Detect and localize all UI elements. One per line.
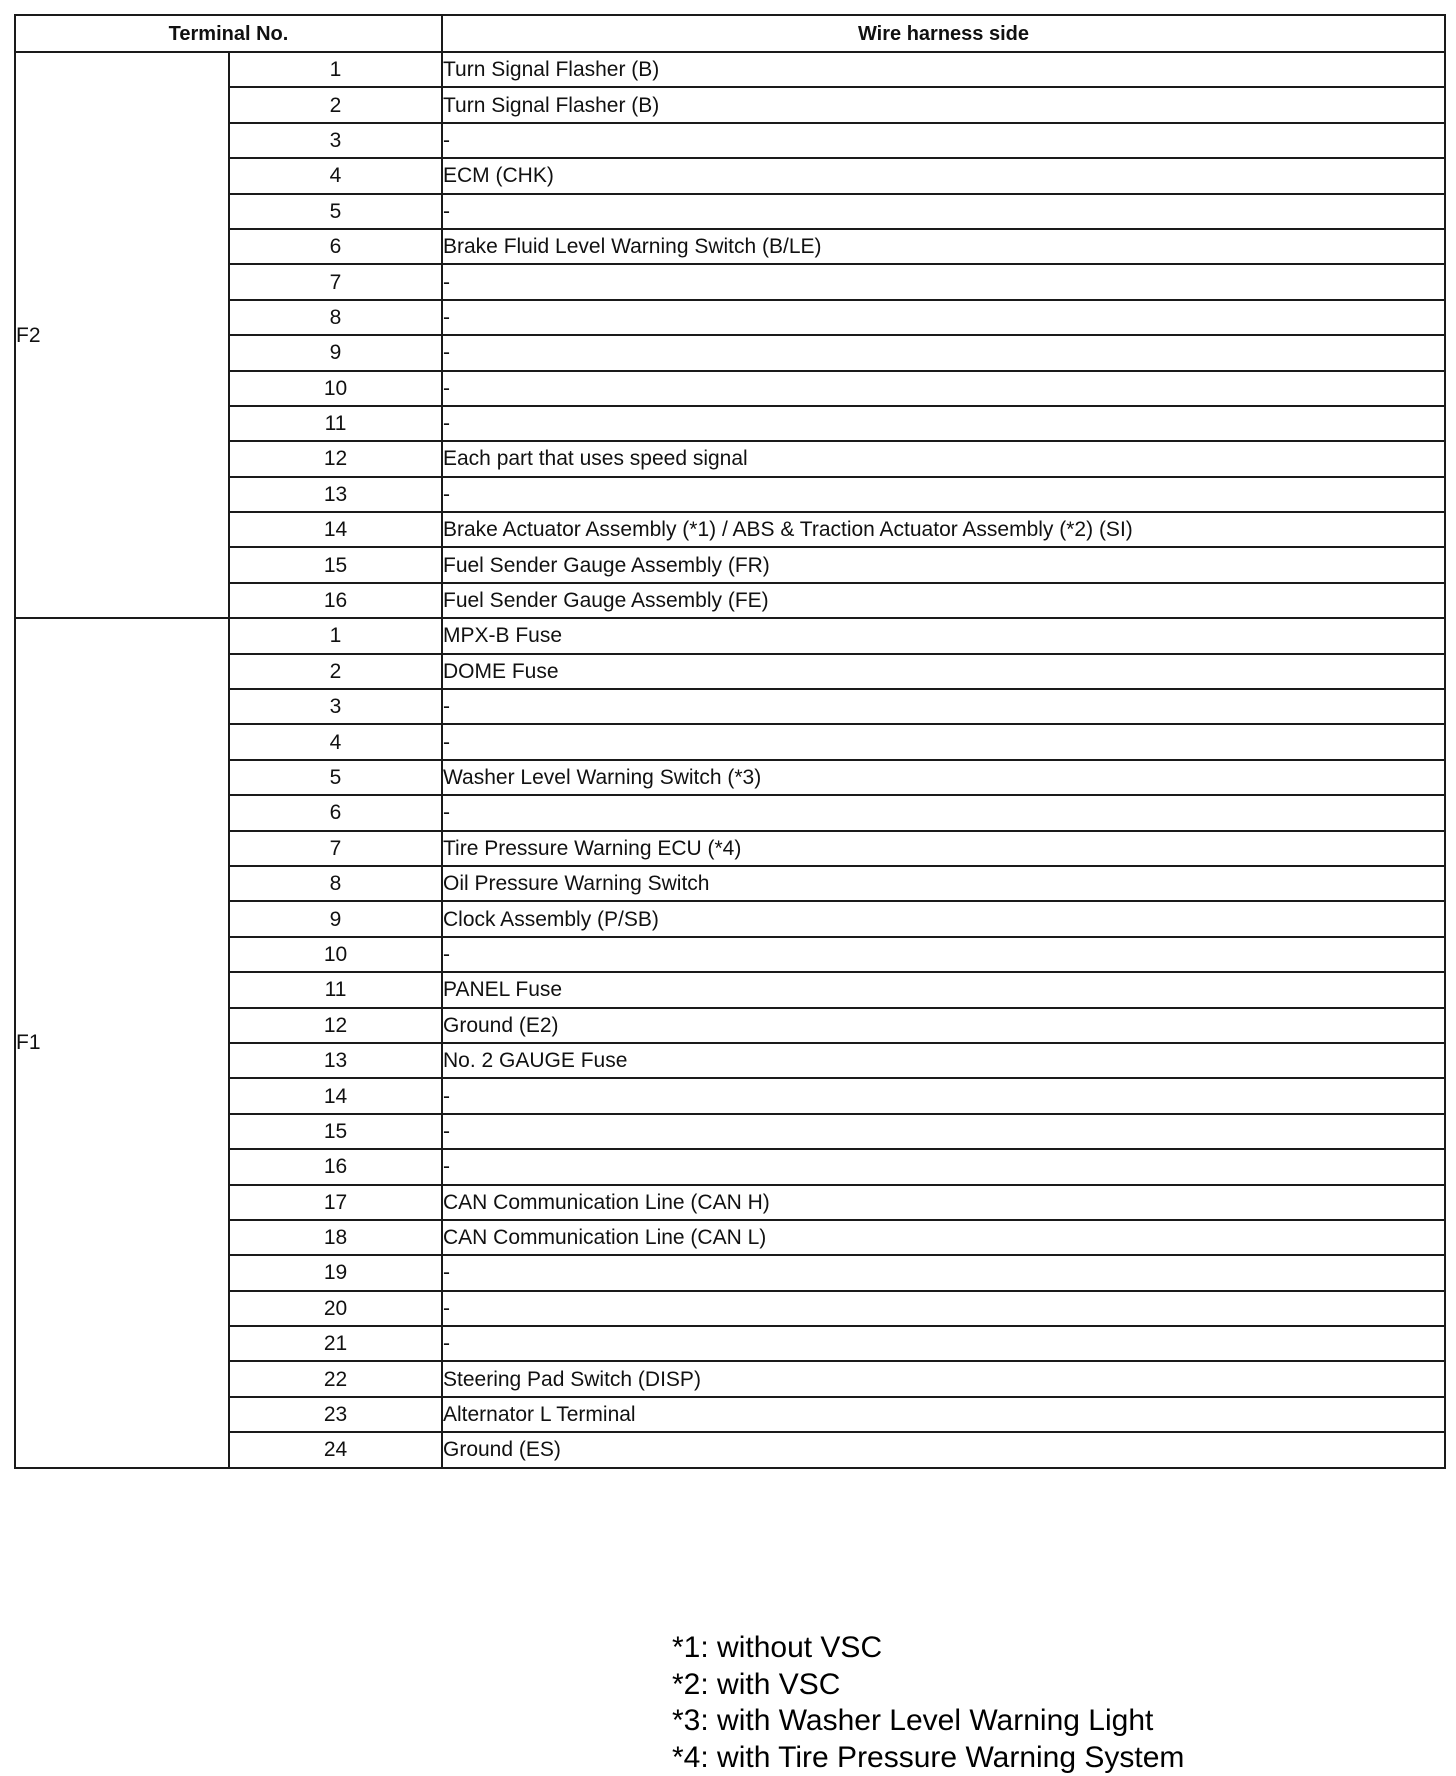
table-row [15, 831, 1445, 866]
terminal-number: 13 [229, 477, 442, 512]
terminal-number: 11 [229, 406, 442, 441]
wire-harness-description: Tire Pressure Warning ECU (*4) [442, 831, 1445, 866]
terminal-number: 18 [229, 1220, 442, 1255]
terminal-number: 15 [229, 1114, 442, 1149]
wire-harness-description: Clock Assembly (P/SB) [442, 901, 1445, 936]
table-row [15, 123, 1445, 158]
terminal-number: 4 [229, 158, 442, 193]
terminal-number: 2 [229, 87, 442, 122]
wire-harness-description: - [442, 123, 1445, 158]
terminal-number: 7 [229, 264, 442, 299]
terminal-number: 15 [229, 547, 442, 582]
footnote-line: *3: with Washer Level Warning Light [672, 1703, 1184, 1740]
wire-harness-description: - [442, 1149, 1445, 1184]
terminal-number: 1 [229, 52, 442, 87]
terminal-number: 9 [229, 335, 442, 370]
terminal-number: 6 [229, 229, 442, 264]
wire-harness-description: - [442, 371, 1445, 406]
table-row [15, 1078, 1445, 1113]
footnote-line: *2: with VSC [672, 1667, 1184, 1704]
terminal-number: 20 [229, 1291, 442, 1326]
wire-harness-description: - [442, 264, 1445, 299]
table-row [15, 1291, 1445, 1326]
table-row [15, 901, 1445, 936]
wire-harness-description: Washer Level Warning Switch (*3) [442, 760, 1445, 795]
wire-harness-description: - [442, 795, 1445, 830]
wire-harness-description: - [442, 1291, 1445, 1326]
table-row [15, 1185, 1445, 1220]
table-row [15, 689, 1445, 724]
wire-harness-description: - [442, 194, 1445, 229]
table-row [15, 1361, 1445, 1396]
terminal-number: 16 [229, 1149, 442, 1184]
table-row [15, 972, 1445, 1007]
terminal-number: 10 [229, 937, 442, 972]
wire-harness-description: ECM (CHK) [442, 158, 1445, 193]
table-row [15, 1220, 1445, 1255]
terminal-number: 14 [229, 512, 442, 547]
table-row [15, 1397, 1445, 1432]
wire-harness-description: - [442, 1078, 1445, 1113]
wire-harness-description: Turn Signal Flasher (B) [442, 87, 1445, 122]
wire-harness-description: - [442, 1114, 1445, 1149]
table-row [15, 264, 1445, 299]
wire-harness-description: Steering Pad Switch (DISP) [442, 1361, 1445, 1396]
terminal-number: 13 [229, 1043, 442, 1078]
terminal-number: 9 [229, 901, 442, 936]
wire-harness-description: - [442, 724, 1445, 759]
table-row [15, 300, 1445, 335]
table-row [15, 1432, 1445, 1467]
terminal-number: 11 [229, 972, 442, 1007]
terminal-number: 6 [229, 795, 442, 830]
wire-harness-description: - [442, 300, 1445, 335]
terminal-number: 23 [229, 1397, 442, 1432]
wire-harness-description: Fuel Sender Gauge Assembly (FR) [442, 547, 1445, 582]
terminal-number: 12 [229, 441, 442, 476]
wire-harness-description: Alternator L Terminal [442, 1397, 1445, 1432]
wire-harness-description: Turn Signal Flasher (B) [442, 52, 1445, 87]
table-row [15, 1114, 1445, 1149]
terminal-table [14, 14, 1446, 1469]
table-row [15, 937, 1445, 972]
terminal-number: 12 [229, 1008, 442, 1043]
wire-harness-description: - [442, 1255, 1445, 1290]
terminal-number: 17 [229, 1185, 442, 1220]
table-row [15, 1043, 1445, 1078]
table-row [15, 654, 1445, 689]
table-row [15, 371, 1445, 406]
wire-harness-description: - [442, 1326, 1445, 1361]
table-row [15, 1008, 1445, 1043]
table-row [15, 229, 1445, 264]
terminal-number: 21 [229, 1326, 442, 1361]
table-header-row [15, 15, 1445, 52]
table-row [15, 406, 1445, 441]
terminal-number: 10 [229, 371, 442, 406]
wire-harness-description: CAN Communication Line (CAN L) [442, 1220, 1445, 1255]
terminal-number: 4 [229, 724, 442, 759]
table-row [15, 724, 1445, 759]
table-row [15, 441, 1445, 476]
terminal-number: 8 [229, 866, 442, 901]
connector-label: F1 [15, 618, 229, 1467]
wire-harness-description: - [442, 406, 1445, 441]
table-row [15, 1326, 1445, 1361]
terminal-number: 24 [229, 1432, 442, 1467]
wire-harness-description: No. 2 GAUGE Fuse [442, 1043, 1445, 1078]
terminal-no-header: Terminal No. [15, 15, 442, 52]
terminal-number: 3 [229, 689, 442, 724]
table-row [15, 1255, 1445, 1290]
wire-harness-description: Ground (ES) [442, 1432, 1445, 1467]
terminal-number: 16 [229, 583, 442, 618]
table-row [15, 583, 1445, 618]
terminal-number: 5 [229, 760, 442, 795]
terminal-number: 14 [229, 1078, 442, 1113]
wire-harness-description: MPX-B Fuse [442, 618, 1445, 653]
terminal-number: 3 [229, 123, 442, 158]
wire-harness-description: - [442, 335, 1445, 370]
table-row [15, 795, 1445, 830]
wire-harness-description: CAN Communication Line (CAN H) [442, 1185, 1445, 1220]
table-row [15, 477, 1445, 512]
terminal-number: 8 [229, 300, 442, 335]
table-row [15, 760, 1445, 795]
terminal-number: 7 [229, 831, 442, 866]
terminal-number: 19 [229, 1255, 442, 1290]
wire-harness-description: Ground (E2) [442, 1008, 1445, 1043]
table-row [15, 547, 1445, 582]
footnote-line: *1: without VSC [672, 1630, 1184, 1667]
wire-harness-side-header: Wire harness side [442, 15, 1445, 52]
wire-harness-description: Fuel Sender Gauge Assembly (FE) [442, 583, 1445, 618]
table-row [15, 512, 1445, 547]
table-row [15, 866, 1445, 901]
footnote-line: *4: with Tire Pressure Warning System [672, 1740, 1184, 1776]
wire-harness-description: Each part that uses speed signal [442, 441, 1445, 476]
terminal-number: 1 [229, 618, 442, 653]
wire-harness-description: Brake Fluid Level Warning Switch (B/LE) [442, 229, 1445, 264]
table-row [15, 87, 1445, 122]
terminal-number: 22 [229, 1361, 442, 1396]
wire-harness-description: - [442, 937, 1445, 972]
table-body [15, 52, 1445, 1468]
terminal-number: 2 [229, 654, 442, 689]
wire-harness-description: Oil Pressure Warning Switch [442, 866, 1445, 901]
table-row [15, 52, 1445, 87]
wire-harness-description: Brake Actuator Assembly (*1) / ABS & Traction Actuator Assembly (*2) (SI) [442, 512, 1445, 547]
footnotes [672, 1630, 1184, 1776]
table-row [15, 335, 1445, 370]
table-row [15, 1149, 1445, 1184]
wire-harness-description: PANEL Fuse [442, 972, 1445, 1007]
table-row [15, 618, 1445, 653]
terminal-number: 5 [229, 194, 442, 229]
connector-label: F2 [15, 52, 229, 618]
table-row [15, 194, 1445, 229]
table-row [15, 158, 1445, 193]
wire-harness-description: - [442, 689, 1445, 724]
wire-harness-description: DOME Fuse [442, 654, 1445, 689]
wire-harness-description: - [442, 477, 1445, 512]
